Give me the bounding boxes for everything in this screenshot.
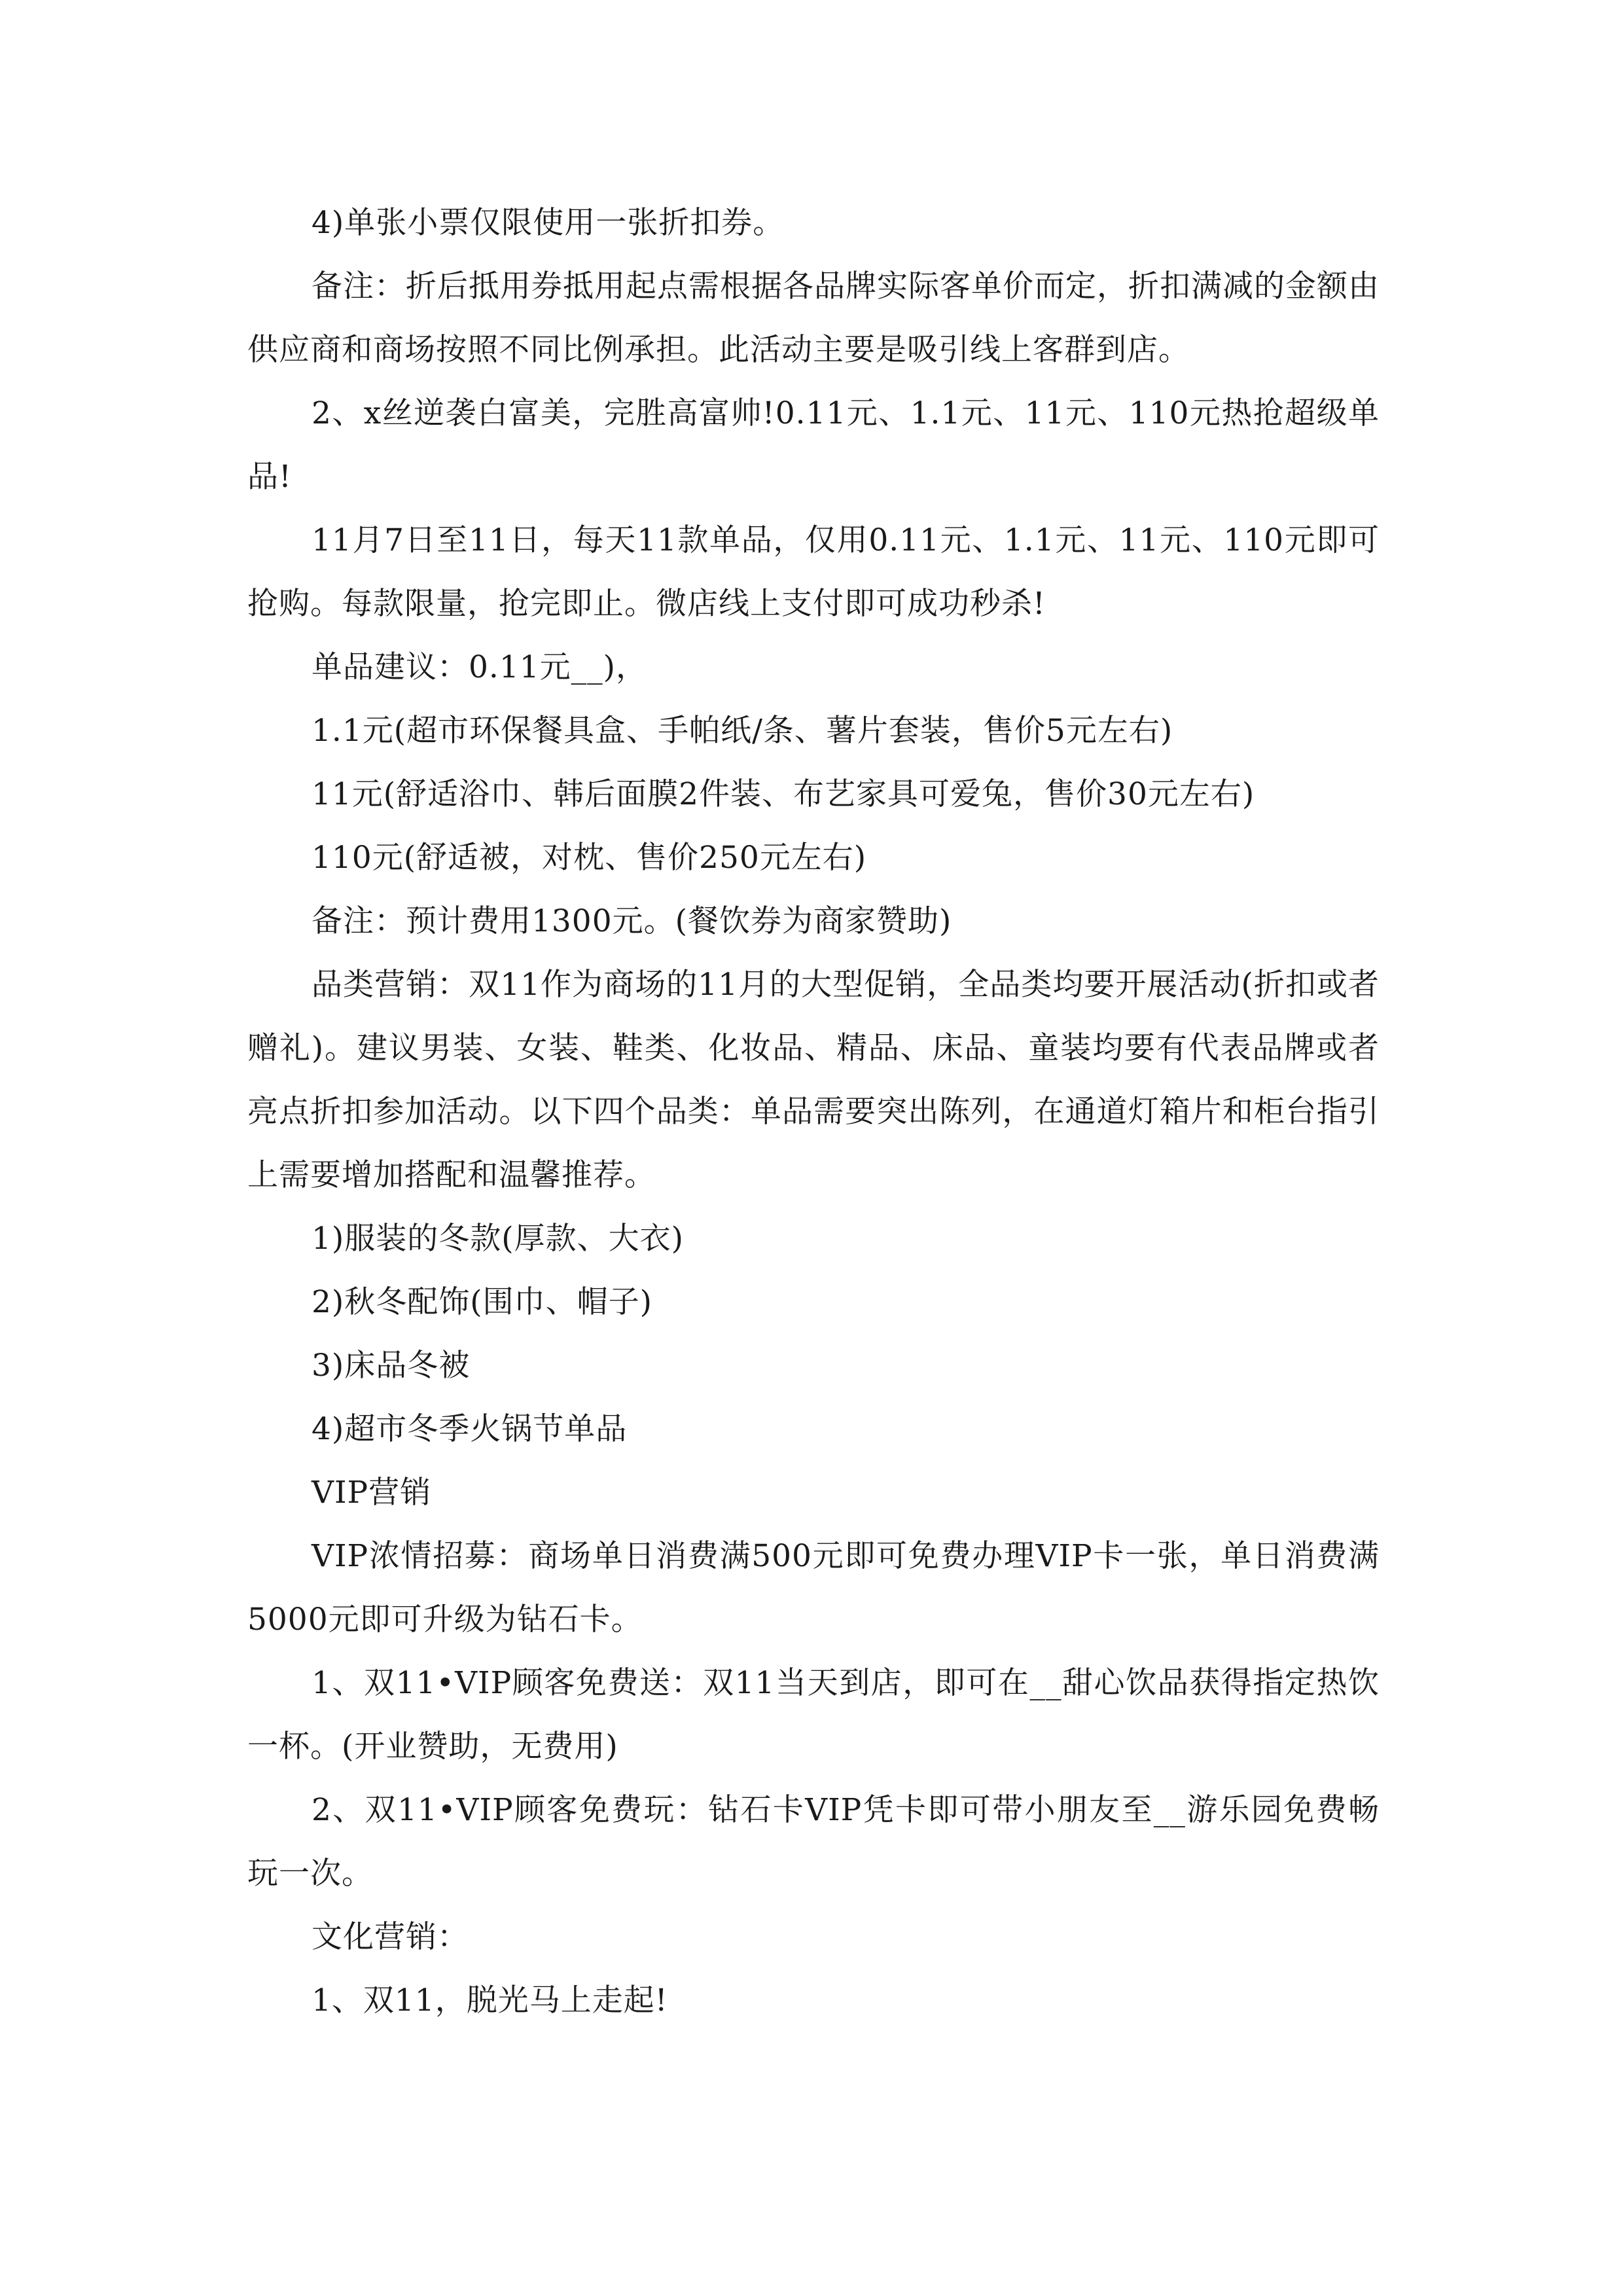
paragraph-category-2: 2)秋冬配饰(围巾、帽子) <box>312 1284 652 1320</box>
paragraph-item-11: 11元(舒适浴巾、韩后面膜2件装、布艺家具可爱兔，售价30元左右) <box>312 776 1255 812</box>
paragraph-note-cost: 备注：预计费用1300元。(餐饮券为商家赞助) <box>312 903 952 939</box>
document-body <box>247 191 1380 2032</box>
paragraph-category-1: 1)服装的冬款(厚款、大衣) <box>312 1221 684 1257</box>
paragraph-category-4: 4)超市冬季火锅节单品 <box>312 1411 628 1447</box>
paragraph-culture-1: 1、双11，脱光马上走起! <box>312 1982 668 2018</box>
paragraph-vip-recruit: VIP浓情招募：商场单日消费满500元即可免费办理VIP卡一张，单日消费满5000元即可升级为钻石卡。 <box>247 1538 1380 1638</box>
paragraph-item-1-1: 1.1元(超市环保餐具盒、手帕纸/条、薯片套装，售价5元左右) <box>312 713 1173 749</box>
paragraph-vip-heading: VIP营销 <box>312 1475 432 1511</box>
paragraph-item-110: 110元(舒适被，对枕、售价250元左右) <box>312 840 867 876</box>
paragraph-category-3: 3)床品冬被 <box>312 1348 471 1384</box>
paragraph-flash-sale-details: 11月7日至11日，每天11款单品，仅用0.11元、1.1元、11元、110元即可抢购。每款限量，抢完即止。微店线上支付即可成功秒杀! <box>247 522 1380 622</box>
paragraph-category-marketing: 品类营销：双11作为商场的11月的大型促销，全品类均要开展活动(折扣或者赠礼)。建议男装、女装、鞋类、化妆品、精品、床品、童装均要有代表品牌或者亮点折扣参加活动。以下四个品类：单品需要突出陈列，在通道灯箱片和柜台指引上需要增加搭配和温馨推荐。 <box>247 967 1380 1193</box>
paragraph-vip-free-drink: 1、双11•VIP顾客免费送：双11当天到店，即可在__甜心饮品获得指定热饮一杯。(开业赞助，无费用) <box>247 1665 1380 1765</box>
paragraph-coupon-limit: 4)单张小票仅限使用一张折扣券。 <box>312 205 785 241</box>
paragraph-vip-free-play: 2、双11•VIP顾客免费玩：钻石卡VIP凭卡即可带小朋友至__游乐园免费畅玩一次。 <box>247 1792 1380 1892</box>
paragraph-culture-heading: 文化营销： <box>312 1919 469 1955</box>
paragraph-note-discount: 备注：折后抵用券抵用起点需根据各品牌实际客单价而定，折扣满减的金额由供应商和商场按照不同比例承担。此活动主要是吸引线上客群到店。 <box>247 268 1380 368</box>
paragraph-flash-sale-title: 2、x丝逆袭白富美，完胜高富帅!0.11元、1.1元、11元、110元热抢超级单品! <box>247 395 1380 495</box>
paragraph-item-suggestion: 单品建议：0.11元__)， <box>312 649 647 685</box>
